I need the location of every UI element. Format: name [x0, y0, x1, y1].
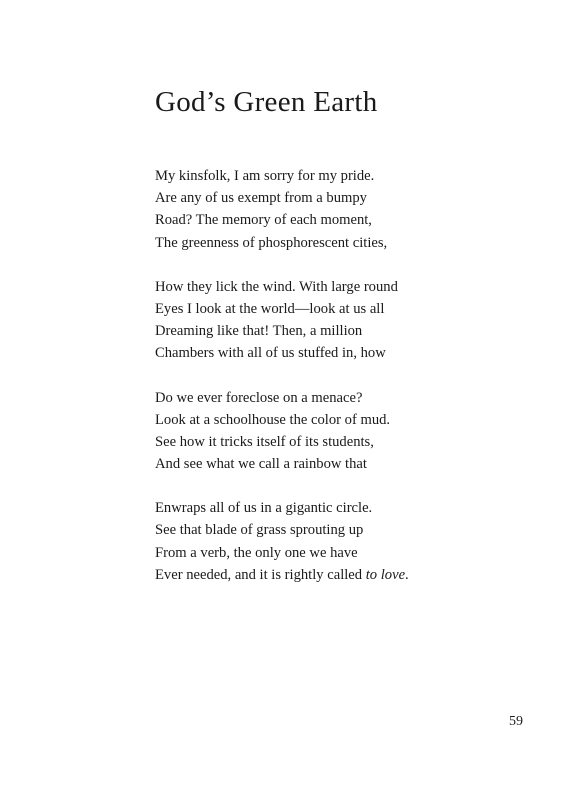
poem-line: Chambers with all of us stuffed in, how [155, 345, 386, 362]
poem-line: Are any of us exempt from a bumpy [155, 190, 367, 207]
poem-line: Road? The memory of each moment, [155, 212, 372, 229]
poem-title: God’s Green Earth [155, 86, 378, 118]
poem-line-final-italic: to love [365, 566, 406, 583]
stanza-3 [155, 387, 545, 476]
poem-line: My kinsfolk, I am sorry for my pride. [155, 168, 375, 184]
poem-line: Do we ever foreclose on a menace? [155, 389, 363, 406]
poem-line-final-text: Ever needed, and it is rightly called [155, 566, 366, 583]
poem-body [155, 165, 545, 608]
poem-line: And see what we call a rainbow that [155, 456, 367, 473]
poem-line-final [155, 564, 545, 586]
poem-line: How they lick the wind. With large round [155, 278, 398, 295]
poem-line: The greenness of phosphorescent cities, [155, 234, 388, 251]
poem-line: Dreaming like that! Then, a million [155, 323, 363, 340]
poem-line: Eyes I look at the world—look at us all [155, 300, 385, 317]
stanza-2 [155, 276, 545, 365]
poem-line: See that blade of grass sprouting up [155, 522, 364, 539]
poem-line: Enwraps all of us in a gigantic circle. [155, 500, 373, 517]
stanza-1 [155, 165, 545, 254]
poem-line-final-period: . [405, 566, 409, 583]
poem-line: Look at a schoolhouse the color of mud. [155, 411, 391, 428]
poem-line: See how it tricks itself of its students, [155, 433, 374, 450]
stanza-4 [155, 497, 545, 586]
page-number: 59 [509, 714, 523, 729]
poem-line: From a verb, the only one we have [155, 544, 358, 561]
